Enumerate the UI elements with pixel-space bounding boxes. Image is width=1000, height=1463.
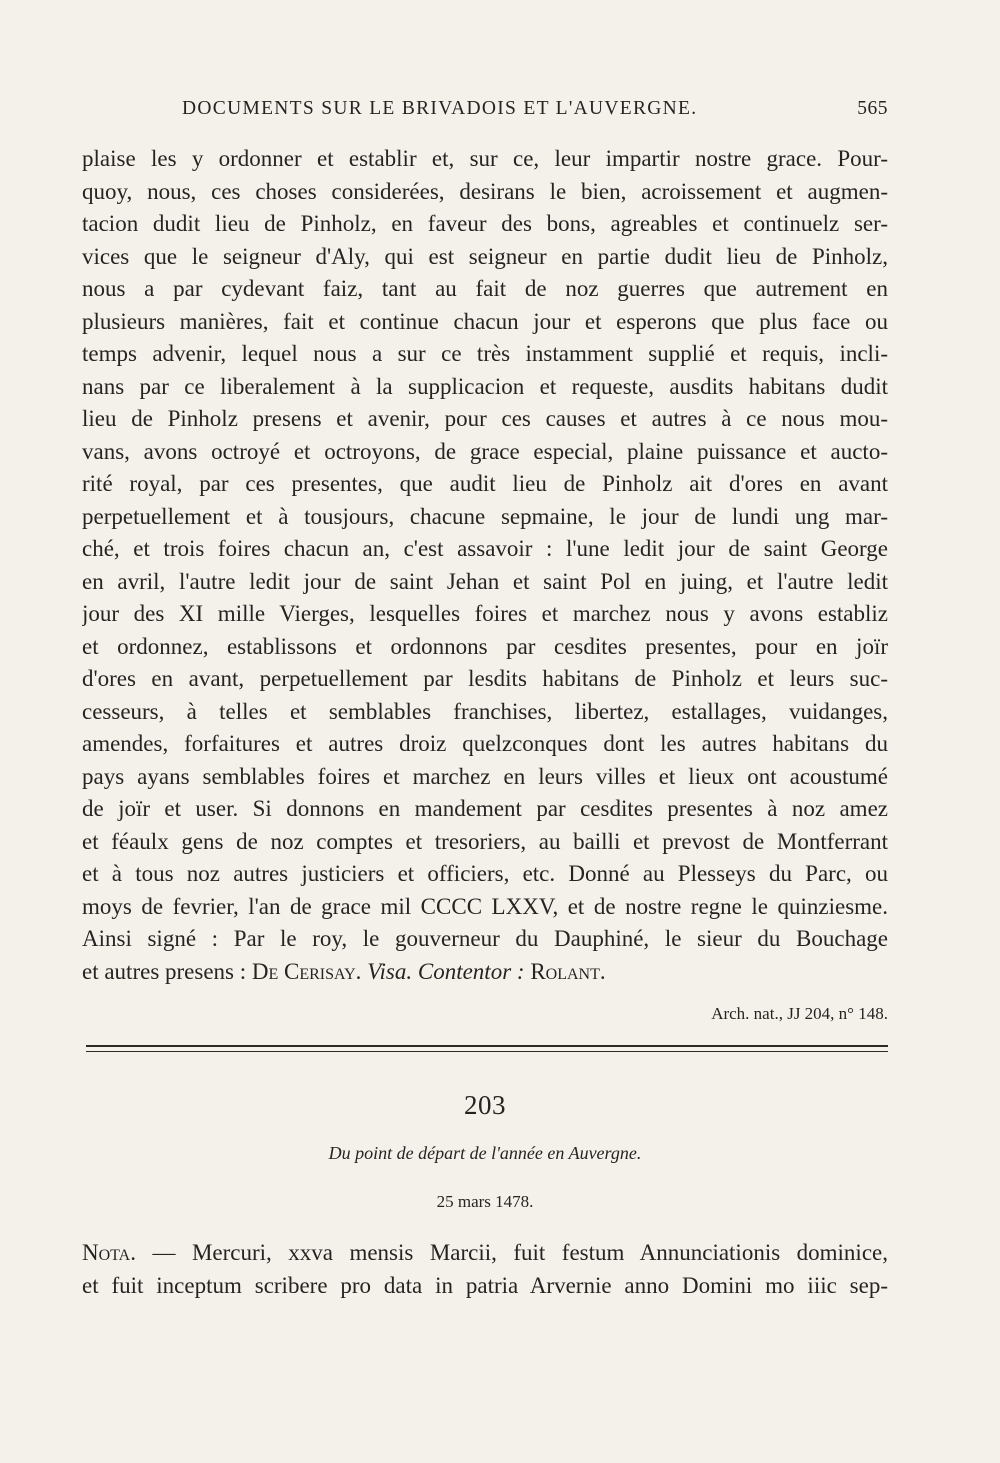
body-line: perpetuellement et à tousjours, chacune sepmaine, le jour de lundi ung mar- <box>82 503 888 529</box>
body-line: et à tous noz autres justiciers et officiers, etc. Donné au Plesseys du Parc, ou <box>82 861 888 886</box>
page-number: 565 <box>857 98 888 119</box>
body-line: nous a par cydevant faiz, tant au fait de noz guerres que autrement en <box>82 276 888 301</box>
body-line: jour des XI mille Vierges, lesquelles foires et marchez nous y avons establiz <box>82 601 888 626</box>
signature-line-start: et autres presens : <box>82 958 252 984</box>
body-line: rité royal, par ces presentes, que audit lieu de Pinholz ait d'ores en avant <box>82 471 888 496</box>
body-line: Ainsi signé : Par le roy, le gouverneur du Dauphiné, le sieur du Bouchage <box>82 926 888 951</box>
document-heading: Du point de départ de l'année en Auvergne. <box>328 1143 642 1163</box>
nota-line-2: et fuit inceptum scribere pro data in patria Arvernie anno Domini mo iiic sep- <box>82 1272 888 1298</box>
body-line: quoy, nous, ces choses considerées, desirans le bien, acroissement et augmen- <box>82 178 888 204</box>
running-head-title: DOCUMENTS SUR LE BRIVADOIS ET L'AUVERGNE. <box>182 98 698 119</box>
body-line: et féaulx gens de noz comptes et tresoriers, au bailli et prevost de Montferrant <box>82 828 888 854</box>
body-line: nans par ce liberalement à la supplicacion et requeste, ausdits habitans dudit <box>82 373 888 399</box>
body-line: tacion dudit lieu de Pinholz, en faveur des bons, agreables et continuelz ser- <box>82 211 888 236</box>
body-line: temps advenir, lequel nous a sur ce très instamment supplié et requis, incli- <box>82 341 888 366</box>
document-date: 25 mars 1478. <box>436 1192 534 1211</box>
body-line: et ordonnez, establissons et ordonnons par cesdites presentes, pour en joïr <box>82 633 888 659</box>
body-line: ché, et trois foires chacun an, c'est assavoir : l'une ledit jour de saint George <box>82 536 888 561</box>
body-lines <box>82 143 888 956</box>
body-line: pays ayans semblables foires et marchez en leurs villes et lieux ont acoustumé <box>82 763 888 789</box>
section-divider-thin <box>86 1051 888 1052</box>
section-divider-thick <box>86 1045 888 1047</box>
contentor-name: Rolant. <box>530 958 606 984</box>
running-head <box>82 98 888 128</box>
body-line: plaise les y ordonner et establir et, sur ce, leur impartir nostre grace. Pour- <box>82 146 888 171</box>
body-line: d'ores en avant, perpetuellement par lesdits habitans de Pinholz et leurs suc- <box>82 666 888 691</box>
signer-name: De Cerisay. <box>251 958 362 984</box>
nota-line-1-text: — Mercuri, xxva mensis Marcii, fuit festum Annunciationis dominice, <box>135 1240 888 1265</box>
visa-text: Visa. Contentor : <box>367 958 525 984</box>
body-line: cesseurs, à telles et semblables franchises, libertez, estallages, vuidanges, <box>82 698 888 724</box>
body-line: vans, avons octroyé et octroyons, de grace especial, plaine puissance et aucto- <box>82 438 888 464</box>
nota-line-1 <box>82 1237 888 1270</box>
body-line: moys de fevrier, l'an de grace mil CCCC LXXV, et de nostre regne le quinziesme. <box>82 893 888 919</box>
signature-line <box>82 956 888 989</box>
archive-citation: Arch. nat., JJ 204, n° 148. <box>711 1004 888 1023</box>
body-line: de joïr et user. Si donnons en mandement par cesdites presentes à noz amez <box>82 796 888 821</box>
document-number: 203 <box>464 1090 506 1120</box>
body-line: plusieurs manières, fait et continue chacun jour et esperons que plus face ou <box>82 308 888 334</box>
body-line: vices que le seigneur d'Aly, qui est seigneur en partie dudit lieu de Pinholz, <box>82 243 888 269</box>
body-line: en avril, l'autre ledit jour de saint Jehan et saint Pol en juing, et l'autre ledit <box>82 568 888 594</box>
body-line: amendes, forfaitures et autres droiz quelzconques dont les autres habitans du <box>82 731 888 756</box>
nota-paragraph <box>82 1237 888 1302</box>
body-line: lieu de Pinholz presens et avenir, pour ces causes et autres à ce nous mou- <box>82 406 888 431</box>
body-text <box>82 143 888 988</box>
nota-label: Nota. <box>82 1240 136 1265</box>
